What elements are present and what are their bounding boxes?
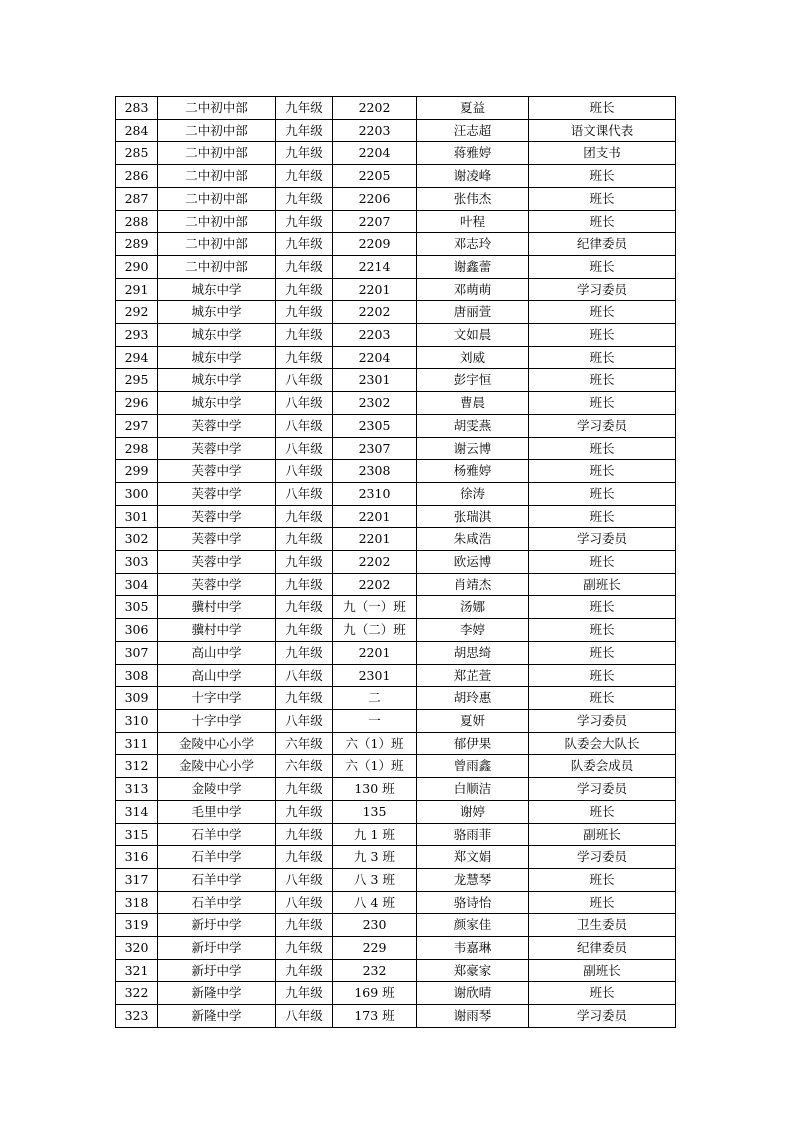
table-row — [116, 187, 676, 210]
student-name-cell: 谢云博 — [417, 437, 529, 460]
grade-cell: 八年级 — [276, 482, 333, 505]
student-name-cell: 龙慧琴 — [417, 868, 529, 891]
table-row — [116, 1005, 676, 1028]
school-cell: 二中初中部 — [158, 255, 276, 278]
position-cell: 副班长 — [529, 959, 676, 982]
index-cell: 290 — [116, 255, 158, 278]
index-cell: 319 — [116, 914, 158, 937]
school-cell: 城东中学 — [158, 346, 276, 369]
position-cell: 纪律委员 — [529, 937, 676, 960]
index-cell: 320 — [116, 937, 158, 960]
position-cell: 学习委员 — [529, 778, 676, 801]
class-cell: 2206 — [333, 187, 417, 210]
index-cell: 312 — [116, 755, 158, 778]
class-cell: 2305 — [333, 414, 417, 437]
school-cell: 芙蓉中学 — [158, 414, 276, 437]
index-cell: 284 — [116, 119, 158, 142]
grade-cell: 九年级 — [276, 846, 333, 869]
grade-cell: 九年级 — [276, 119, 333, 142]
index-cell: 301 — [116, 505, 158, 528]
school-cell: 金陵中心小学 — [158, 755, 276, 778]
school-cell: 金陵中心小学 — [158, 732, 276, 755]
grade-cell: 八年级 — [276, 891, 333, 914]
grade-cell: 九年级 — [276, 800, 333, 823]
school-cell: 城东中学 — [158, 324, 276, 347]
table-row — [116, 369, 676, 392]
table-row — [116, 346, 676, 369]
school-cell: 二中初中部 — [158, 210, 276, 233]
table-row — [116, 641, 676, 664]
student-name-cell: 叶程 — [417, 210, 529, 233]
student-name-cell: 徐涛 — [417, 482, 529, 505]
grade-cell: 九年级 — [276, 233, 333, 256]
index-cell: 303 — [116, 551, 158, 574]
index-cell: 296 — [116, 392, 158, 415]
table-row — [116, 891, 676, 914]
student-name-cell: 夏妍 — [417, 709, 529, 732]
table-row — [116, 664, 676, 687]
index-cell: 311 — [116, 732, 158, 755]
position-cell: 班长 — [529, 460, 676, 483]
position-cell: 班长 — [529, 97, 676, 120]
table-row — [116, 324, 676, 347]
index-cell: 310 — [116, 709, 158, 732]
student-name-cell: 骆雨菲 — [417, 823, 529, 846]
grade-cell: 九年级 — [276, 187, 333, 210]
index-cell: 314 — [116, 800, 158, 823]
position-cell: 学习委员 — [529, 709, 676, 732]
school-cell: 城东中学 — [158, 392, 276, 415]
school-cell: 新圩中学 — [158, 937, 276, 960]
position-cell: 班长 — [529, 687, 676, 710]
index-cell: 307 — [116, 641, 158, 664]
position-cell: 班长 — [529, 346, 676, 369]
position-cell: 团支书 — [529, 142, 676, 165]
student-name-cell: 张瑞淇 — [417, 505, 529, 528]
student-name-cell: 谢欣晴 — [417, 982, 529, 1005]
index-cell: 316 — [116, 846, 158, 869]
class-cell: 2201 — [333, 278, 417, 301]
index-cell: 305 — [116, 596, 158, 619]
student-name-cell: 肖靖杰 — [417, 573, 529, 596]
student-name-cell: 蒋雅婷 — [417, 142, 529, 165]
school-cell: 新圩中学 — [158, 914, 276, 937]
table-row — [116, 528, 676, 551]
student-name-cell: 胡雯燕 — [417, 414, 529, 437]
class-cell: 2301 — [333, 369, 417, 392]
class-cell: 229 — [333, 937, 417, 960]
grade-cell: 九年级 — [276, 914, 333, 937]
table-row — [116, 755, 676, 778]
school-cell: 二中初中部 — [158, 142, 276, 165]
table-row — [116, 596, 676, 619]
position-cell: 班长 — [529, 619, 676, 642]
index-cell: 287 — [116, 187, 158, 210]
student-name-cell: 谢雨琴 — [417, 1005, 529, 1028]
table-row — [116, 619, 676, 642]
school-cell: 骥村中学 — [158, 619, 276, 642]
table-row — [116, 392, 676, 415]
roster-body — [116, 97, 676, 1028]
class-cell: 2202 — [333, 551, 417, 574]
grade-cell: 八年级 — [276, 437, 333, 460]
table-row — [116, 460, 676, 483]
student-name-cell: 郑豪家 — [417, 959, 529, 982]
grade-cell: 九年级 — [276, 142, 333, 165]
index-cell: 294 — [116, 346, 158, 369]
class-cell: 2204 — [333, 142, 417, 165]
class-cell: 九（一）班 — [333, 596, 417, 619]
position-cell: 学习委员 — [529, 278, 676, 301]
school-cell: 骥村中学 — [158, 596, 276, 619]
student-name-cell: 杨雅婷 — [417, 460, 529, 483]
class-cell: 2203 — [333, 119, 417, 142]
school-cell: 芙蓉中学 — [158, 528, 276, 551]
index-cell: 292 — [116, 301, 158, 324]
student-name-cell: 汪志超 — [417, 119, 529, 142]
position-cell: 学习委员 — [529, 846, 676, 869]
table-row — [116, 165, 676, 188]
student-name-cell: 曹晨 — [417, 392, 529, 415]
position-cell: 班长 — [529, 800, 676, 823]
class-cell: 一 — [333, 709, 417, 732]
student-name-cell: 彭宇恒 — [417, 369, 529, 392]
class-cell: 八 4 班 — [333, 891, 417, 914]
grade-cell: 九年级 — [276, 278, 333, 301]
grade-cell: 八年级 — [276, 460, 333, 483]
table-row — [116, 732, 676, 755]
grade-cell: 九年级 — [276, 982, 333, 1005]
table-row — [116, 414, 676, 437]
grade-cell: 八年级 — [276, 369, 333, 392]
grade-cell: 九年级 — [276, 596, 333, 619]
grade-cell: 八年级 — [276, 414, 333, 437]
position-cell: 班长 — [529, 255, 676, 278]
class-cell: 九（二）班 — [333, 619, 417, 642]
index-cell: 299 — [116, 460, 158, 483]
index-cell: 313 — [116, 778, 158, 801]
position-cell: 班长 — [529, 437, 676, 460]
position-cell: 班长 — [529, 187, 676, 210]
class-cell: 2202 — [333, 573, 417, 596]
index-cell: 304 — [116, 573, 158, 596]
position-cell: 队委会成员 — [529, 755, 676, 778]
class-cell: 六（1）班 — [333, 732, 417, 755]
student-name-cell: 李婷 — [417, 619, 529, 642]
index-cell: 289 — [116, 233, 158, 256]
class-cell: 2201 — [333, 505, 417, 528]
grade-cell: 八年级 — [276, 1005, 333, 1028]
grade-cell: 八年级 — [276, 392, 333, 415]
class-cell: 169 班 — [333, 982, 417, 1005]
school-cell: 芙蓉中学 — [158, 482, 276, 505]
table-row — [116, 800, 676, 823]
table-row — [116, 301, 676, 324]
index-cell: 285 — [116, 142, 158, 165]
index-cell: 317 — [116, 868, 158, 891]
position-cell: 纪律委员 — [529, 233, 676, 256]
school-cell: 城东中学 — [158, 301, 276, 324]
school-cell: 芙蓉中学 — [158, 551, 276, 574]
class-cell: 2301 — [333, 664, 417, 687]
school-cell: 芙蓉中学 — [158, 573, 276, 596]
grade-cell: 九年级 — [276, 97, 333, 120]
student-name-cell: 胡玲惠 — [417, 687, 529, 710]
table-row — [116, 982, 676, 1005]
school-cell: 二中初中部 — [158, 233, 276, 256]
grade-cell: 六年级 — [276, 732, 333, 755]
class-cell: 2209 — [333, 233, 417, 256]
table-row — [116, 142, 676, 165]
position-cell: 班长 — [529, 392, 676, 415]
position-cell: 副班长 — [529, 573, 676, 596]
grade-cell: 六年级 — [276, 755, 333, 778]
table-row — [116, 868, 676, 891]
grade-cell: 九年级 — [276, 573, 333, 596]
index-cell: 323 — [116, 1005, 158, 1028]
table-row — [116, 233, 676, 256]
school-cell: 新隆中学 — [158, 982, 276, 1005]
school-cell: 芙蓉中学 — [158, 505, 276, 528]
index-cell: 308 — [116, 664, 158, 687]
student-name-cell: 文如晨 — [417, 324, 529, 347]
table-row — [116, 505, 676, 528]
student-name-cell: 白顺洁 — [417, 778, 529, 801]
student-name-cell: 刘威 — [417, 346, 529, 369]
index-cell: 297 — [116, 414, 158, 437]
student-name-cell: 汤娜 — [417, 596, 529, 619]
student-name-cell: 骆诗怡 — [417, 891, 529, 914]
student-name-cell: 邓志玲 — [417, 233, 529, 256]
grade-cell: 九年级 — [276, 210, 333, 233]
student-name-cell: 欧运博 — [417, 551, 529, 574]
grade-cell: 九年级 — [276, 959, 333, 982]
student-name-cell: 郑文娟 — [417, 846, 529, 869]
position-cell: 班长 — [529, 551, 676, 574]
school-cell: 芙蓉中学 — [158, 437, 276, 460]
position-cell: 班长 — [529, 324, 676, 347]
class-cell: 2308 — [333, 460, 417, 483]
class-cell: 135 — [333, 800, 417, 823]
grade-cell: 八年级 — [276, 664, 333, 687]
student-name-cell: 邓萌萌 — [417, 278, 529, 301]
position-cell: 班长 — [529, 505, 676, 528]
school-cell: 二中初中部 — [158, 119, 276, 142]
student-name-cell: 韦嘉琳 — [417, 937, 529, 960]
table-row — [116, 846, 676, 869]
index-cell: 315 — [116, 823, 158, 846]
student-name-cell: 朱咸浩 — [417, 528, 529, 551]
school-cell: 二中初中部 — [158, 97, 276, 120]
position-cell: 学习委员 — [529, 414, 676, 437]
index-cell: 321 — [116, 959, 158, 982]
grade-cell: 八年级 — [276, 868, 333, 891]
index-cell: 322 — [116, 982, 158, 1005]
table-row — [116, 482, 676, 505]
class-cell: 2310 — [333, 482, 417, 505]
table-row — [116, 823, 676, 846]
grade-cell: 九年级 — [276, 165, 333, 188]
position-cell: 班长 — [529, 596, 676, 619]
class-cell: 2302 — [333, 392, 417, 415]
class-cell: 2207 — [333, 210, 417, 233]
class-cell: 二 — [333, 687, 417, 710]
position-cell: 卫生委员 — [529, 914, 676, 937]
grade-cell: 九年级 — [276, 528, 333, 551]
school-cell: 石羊中学 — [158, 868, 276, 891]
grade-cell: 九年级 — [276, 823, 333, 846]
grade-cell: 九年级 — [276, 255, 333, 278]
school-cell: 毛里中学 — [158, 800, 276, 823]
class-cell: 九 3 班 — [333, 846, 417, 869]
student-name-cell: 谢鑫蕾 — [417, 255, 529, 278]
school-cell: 二中初中部 — [158, 165, 276, 188]
position-cell: 班长 — [529, 664, 676, 687]
position-cell: 班长 — [529, 891, 676, 914]
table-row — [116, 255, 676, 278]
student-name-cell: 曾雨鑫 — [417, 755, 529, 778]
table-row — [116, 97, 676, 120]
student-name-cell: 谢婷 — [417, 800, 529, 823]
grade-cell: 九年级 — [276, 551, 333, 574]
grade-cell: 九年级 — [276, 301, 333, 324]
position-cell: 班长 — [529, 641, 676, 664]
index-cell: 286 — [116, 165, 158, 188]
position-cell: 班长 — [529, 482, 676, 505]
class-cell: 130 班 — [333, 778, 417, 801]
table-row — [116, 119, 676, 142]
school-cell: 城东中学 — [158, 278, 276, 301]
class-cell: 2201 — [333, 528, 417, 551]
table-row — [116, 573, 676, 596]
grade-cell: 九年级 — [276, 687, 333, 710]
class-cell: 九 1 班 — [333, 823, 417, 846]
index-cell: 293 — [116, 324, 158, 347]
school-cell: 石羊中学 — [158, 846, 276, 869]
student-roster-table — [115, 96, 676, 1028]
table-row — [116, 278, 676, 301]
index-cell: 298 — [116, 437, 158, 460]
school-cell: 高山中学 — [158, 664, 276, 687]
position-cell: 班长 — [529, 165, 676, 188]
position-cell: 班长 — [529, 982, 676, 1005]
class-cell: 2202 — [333, 97, 417, 120]
grade-cell: 九年级 — [276, 619, 333, 642]
class-cell: 2214 — [333, 255, 417, 278]
class-cell: 2202 — [333, 301, 417, 324]
index-cell: 302 — [116, 528, 158, 551]
class-cell: 2307 — [333, 437, 417, 460]
class-cell: 232 — [333, 959, 417, 982]
class-cell: 六（1）班 — [333, 755, 417, 778]
table-row — [116, 551, 676, 574]
student-name-cell: 张伟杰 — [417, 187, 529, 210]
table-row — [116, 914, 676, 937]
grade-cell: 九年级 — [276, 505, 333, 528]
student-name-cell: 胡思绮 — [417, 641, 529, 664]
position-cell: 班长 — [529, 868, 676, 891]
grade-cell: 九年级 — [276, 937, 333, 960]
index-cell: 295 — [116, 369, 158, 392]
school-cell: 石羊中学 — [158, 823, 276, 846]
table-row — [116, 778, 676, 801]
index-cell: 306 — [116, 619, 158, 642]
position-cell: 学习委员 — [529, 528, 676, 551]
class-cell: 2203 — [333, 324, 417, 347]
position-cell: 班长 — [529, 210, 676, 233]
grade-cell: 九年级 — [276, 778, 333, 801]
table-row — [116, 687, 676, 710]
table-row — [116, 437, 676, 460]
student-name-cell: 颜家佳 — [417, 914, 529, 937]
table-row — [116, 709, 676, 732]
position-cell: 班长 — [529, 301, 676, 324]
class-cell: 八 3 班 — [333, 868, 417, 891]
position-cell: 语文课代表 — [529, 119, 676, 142]
index-cell: 291 — [116, 278, 158, 301]
student-name-cell: 唐丽萱 — [417, 301, 529, 324]
index-cell: 300 — [116, 482, 158, 505]
grade-cell: 九年级 — [276, 324, 333, 347]
class-cell: 230 — [333, 914, 417, 937]
position-cell: 学习委员 — [529, 1005, 676, 1028]
index-cell: 283 — [116, 97, 158, 120]
position-cell: 队委会大队长 — [529, 732, 676, 755]
grade-cell: 九年级 — [276, 346, 333, 369]
class-cell: 2204 — [333, 346, 417, 369]
index-cell: 288 — [116, 210, 158, 233]
student-name-cell: 郁伊果 — [417, 732, 529, 755]
grade-cell: 八年级 — [276, 709, 333, 732]
table-row — [116, 959, 676, 982]
position-cell: 班长 — [529, 369, 676, 392]
class-cell: 2201 — [333, 641, 417, 664]
table-row — [116, 937, 676, 960]
student-name-cell: 郑芷萱 — [417, 664, 529, 687]
school-cell: 十字中学 — [158, 709, 276, 732]
school-cell: 石羊中学 — [158, 891, 276, 914]
school-cell: 二中初中部 — [158, 187, 276, 210]
student-name-cell: 夏益 — [417, 97, 529, 120]
class-cell: 173 班 — [333, 1005, 417, 1028]
school-cell: 芙蓉中学 — [158, 460, 276, 483]
school-cell: 新圩中学 — [158, 959, 276, 982]
student-name-cell: 谢凌峰 — [417, 165, 529, 188]
school-cell: 十字中学 — [158, 687, 276, 710]
grade-cell: 九年级 — [276, 641, 333, 664]
position-cell: 副班长 — [529, 823, 676, 846]
school-cell: 金陵中学 — [158, 778, 276, 801]
index-cell: 318 — [116, 891, 158, 914]
school-cell: 新隆中学 — [158, 1005, 276, 1028]
index-cell: 309 — [116, 687, 158, 710]
school-cell: 高山中学 — [158, 641, 276, 664]
school-cell: 城东中学 — [158, 369, 276, 392]
table-row — [116, 210, 676, 233]
class-cell: 2205 — [333, 165, 417, 188]
